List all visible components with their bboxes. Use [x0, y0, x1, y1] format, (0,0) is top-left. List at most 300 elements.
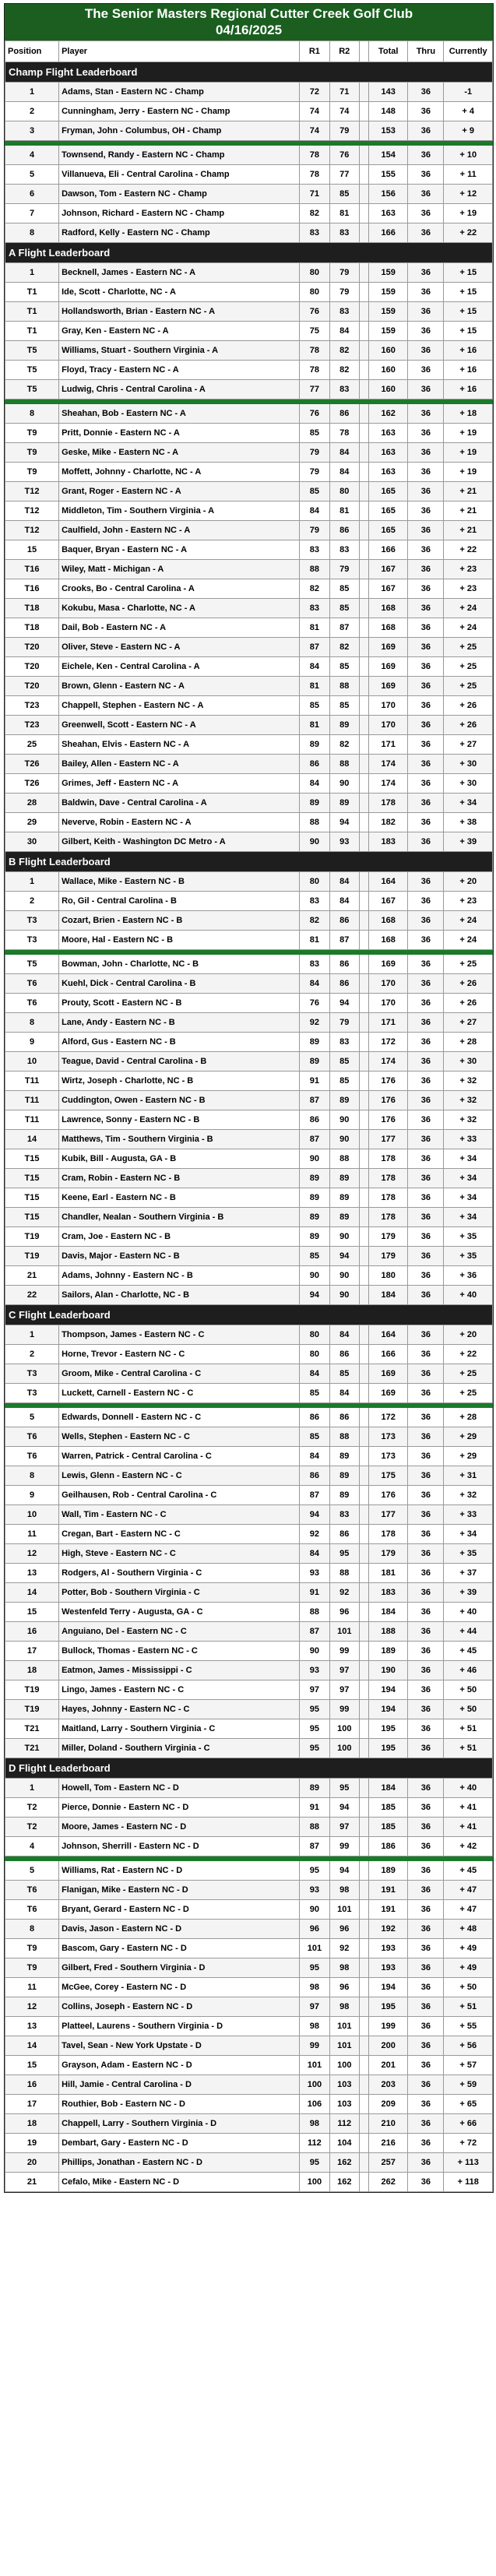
cell-total: 209	[368, 2095, 407, 2114]
table-row	[5, 1779, 493, 1798]
table-row	[5, 1544, 493, 1564]
cell-player: Chappell, Stephen - Eastern NC - A	[59, 696, 300, 716]
spacer-cell	[359, 1345, 368, 1364]
cell-player: Wallace, Mike - Eastern NC - B	[59, 872, 300, 892]
cell-currently: + 40	[444, 1779, 493, 1798]
cell-r1: 89	[300, 1188, 329, 1208]
spacer-cell	[359, 283, 368, 302]
spacer-cell	[359, 83, 368, 102]
spacer-cell	[359, 404, 368, 424]
cell-player: Warren, Patrick - Central Carolina - C	[59, 1447, 300, 1466]
col-r1: R1	[300, 41, 329, 62]
table-row	[5, 1227, 493, 1247]
table-row	[5, 1978, 493, 1997]
table-row	[5, 1661, 493, 1680]
spacer-cell	[359, 1091, 368, 1110]
cell-thru: 36	[408, 1110, 444, 1130]
cell-total: 160	[368, 361, 407, 380]
cell-r2: 101	[329, 2017, 359, 2036]
cell-thru: 36	[408, 1779, 444, 1798]
cell-r1: 87	[300, 1486, 329, 1505]
cell-currently: + 21	[444, 501, 493, 521]
cell-r2: 82	[329, 341, 359, 361]
cell-currently: + 36	[444, 1266, 493, 1286]
cell-r2: 85	[329, 657, 359, 677]
cell-player: Eatmon, James - Mississippi - C	[59, 1661, 300, 1680]
table-row	[5, 832, 493, 852]
cell-thru: 36	[408, 2153, 444, 2173]
cell-thru: 36	[408, 1169, 444, 1188]
cell-currently: + 50	[444, 1680, 493, 1700]
cell-total: 168	[368, 618, 407, 638]
cell-thru: 36	[408, 1013, 444, 1033]
flight-section-header	[5, 243, 493, 263]
cell-player: Bascom, Gary - Eastern NC - D	[59, 1939, 300, 1958]
flight-section-header	[5, 1305, 493, 1325]
cell-player: Matthews, Tim - Southern Virginia - B	[59, 1130, 300, 1149]
cell-currently: + 57	[444, 2056, 493, 2075]
cell-currently: + 45	[444, 1861, 493, 1881]
cell-r2: 99	[329, 1642, 359, 1661]
cell-r2: 90	[329, 1286, 359, 1305]
cell-r2: 82	[329, 735, 359, 755]
cell-thru: 36	[408, 1661, 444, 1680]
cell-player: Dawson, Tom - Eastern NC - Champ	[59, 185, 300, 204]
cell-pos: 13	[5, 2017, 59, 2036]
cell-total: 189	[368, 1861, 407, 1881]
cell-total: 183	[368, 1583, 407, 1603]
cell-currently: + 32	[444, 1110, 493, 1130]
cell-pos: T16	[5, 579, 59, 599]
table-row	[5, 1130, 493, 1149]
spacer-cell	[359, 302, 368, 322]
cell-r1: 101	[300, 1939, 329, 1958]
spacer-cell	[359, 1169, 368, 1188]
cell-currently: + 113	[444, 2153, 493, 2173]
cell-r2: 84	[329, 1325, 359, 1345]
cell-thru: 36	[408, 204, 444, 223]
cell-r1: 78	[300, 165, 329, 185]
cell-r2: 99	[329, 1700, 359, 1719]
cell-total: 164	[368, 1325, 407, 1345]
cell-player: Chappell, Larry - Southern Virginia - D	[59, 2114, 300, 2134]
cell-thru: 36	[408, 263, 444, 283]
table-row	[5, 1583, 493, 1603]
table-row	[5, 716, 493, 735]
cell-total: 195	[368, 1719, 407, 1739]
cell-pos: T12	[5, 482, 59, 501]
cell-player: Chandler, Nealan - Southern Virginia - B	[59, 1208, 300, 1227]
cell-pos: 3	[5, 121, 59, 141]
cell-thru: 36	[408, 579, 444, 599]
cell-total: 195	[368, 1739, 407, 1758]
cell-thru: 36	[408, 1188, 444, 1208]
spacer-cell	[359, 1881, 368, 1900]
cell-total: 182	[368, 813, 407, 832]
spacer-cell	[359, 872, 368, 892]
cell-r2: 84	[329, 872, 359, 892]
cell-r1: 87	[300, 1622, 329, 1642]
cell-player: Bullock, Thomas - Eastern NC - C	[59, 1642, 300, 1661]
table-row	[5, 1266, 493, 1286]
cell-currently: + 47	[444, 1900, 493, 1920]
flight-title: C Flight Leaderboard	[5, 1305, 493, 1325]
cell-r2: 88	[329, 1564, 359, 1583]
cell-thru: 36	[408, 165, 444, 185]
spacer-cell	[359, 1739, 368, 1758]
cell-player: Cuddington, Owen - Eastern NC - B	[59, 1091, 300, 1110]
spacer-cell	[359, 102, 368, 121]
cell-player: Bryant, Gerard - Eastern NC - D	[59, 1900, 300, 1920]
cell-total: 176	[368, 1072, 407, 1091]
spacer-cell	[359, 1642, 368, 1661]
spacer-cell	[359, 1427, 368, 1447]
cell-currently: + 59	[444, 2075, 493, 2095]
cell-total: 169	[368, 677, 407, 696]
cell-total: 191	[368, 1900, 407, 1920]
table-row	[5, 146, 493, 165]
cell-r1: 88	[300, 813, 329, 832]
cell-player: Gray, Ken - Eastern NC - A	[59, 322, 300, 341]
table-row	[5, 1072, 493, 1091]
cell-currently: + 25	[444, 638, 493, 657]
cell-r2: 98	[329, 1958, 359, 1978]
table-row	[5, 1447, 493, 1466]
cell-pos: T20	[5, 677, 59, 696]
cell-total: 170	[368, 696, 407, 716]
cell-total: 168	[368, 599, 407, 618]
cell-r1: 82	[300, 579, 329, 599]
cell-thru: 36	[408, 832, 444, 852]
cell-r1: 95	[300, 1739, 329, 1758]
cell-thru: 36	[408, 716, 444, 735]
cell-thru: 36	[408, 1818, 444, 1837]
cell-r2: 94	[329, 994, 359, 1013]
cell-currently: + 20	[444, 872, 493, 892]
spacer-cell	[359, 1325, 368, 1345]
cell-currently: + 23	[444, 892, 493, 911]
cell-player: Wiley, Matt - Michigan - A	[59, 560, 300, 579]
cell-r1: 90	[300, 832, 329, 852]
cell-total: 163	[368, 204, 407, 223]
cell-currently: + 34	[444, 1149, 493, 1169]
table-row	[5, 1286, 493, 1305]
cell-pos: T16	[5, 560, 59, 579]
table-row	[5, 1384, 493, 1403]
cell-total: 177	[368, 1505, 407, 1525]
table-row	[5, 638, 493, 657]
cell-r2: 112	[329, 2114, 359, 2134]
cell-r2: 83	[329, 380, 359, 399]
cell-currently: + 29	[444, 1427, 493, 1447]
cell-thru: 36	[408, 1900, 444, 1920]
cell-r1: 98	[300, 2017, 329, 2036]
cell-pos: T11	[5, 1110, 59, 1130]
cell-r2: 92	[329, 1583, 359, 1603]
cell-r2: 97	[329, 1661, 359, 1680]
spacer-cell	[359, 955, 368, 974]
table-row	[5, 121, 493, 141]
cell-currently: + 22	[444, 223, 493, 243]
cell-total: 166	[368, 1345, 407, 1364]
cell-currently: + 27	[444, 1013, 493, 1033]
cell-r2: 95	[329, 1779, 359, 1798]
cell-pos: 20	[5, 2153, 59, 2173]
cell-player: Caulfield, John - Eastern NC - A	[59, 521, 300, 540]
spacer-cell	[359, 579, 368, 599]
cell-r1: 99	[300, 2036, 329, 2056]
cell-r1: 80	[300, 283, 329, 302]
cell-currently: + 55	[444, 2017, 493, 2036]
cell-r2: 89	[329, 1447, 359, 1466]
cell-player: Oliver, Steve - Eastern NC - A	[59, 638, 300, 657]
spacer-cell	[359, 361, 368, 380]
cell-r2: 71	[329, 83, 359, 102]
flight-title: A Flight Leaderboard	[5, 243, 493, 263]
cell-currently: + 24	[444, 911, 493, 931]
cell-total: 172	[368, 1033, 407, 1052]
spacer-cell	[359, 2075, 368, 2095]
table-row	[5, 1700, 493, 1719]
cell-player: Kokubu, Masa - Charlotte, NC - A	[59, 599, 300, 618]
cell-currently: + 37	[444, 1564, 493, 1583]
table-row	[5, 994, 493, 1013]
cell-thru: 36	[408, 121, 444, 141]
cell-r2: 94	[329, 1798, 359, 1818]
cell-player: Pierce, Donnie - Eastern NC - D	[59, 1798, 300, 1818]
table-row	[5, 1188, 493, 1208]
cell-r1: 85	[300, 1247, 329, 1266]
cell-r2: 103	[329, 2075, 359, 2095]
cell-pos: 4	[5, 1837, 59, 1856]
cell-thru: 36	[408, 1345, 444, 1364]
cell-thru: 36	[408, 1130, 444, 1149]
table-row	[5, 185, 493, 204]
col-total: Total	[368, 41, 407, 62]
table-row	[5, 83, 493, 102]
cell-r1: 89	[300, 1052, 329, 1072]
cell-thru: 36	[408, 657, 444, 677]
cell-total: 170	[368, 974, 407, 994]
cell-pos: T6	[5, 1881, 59, 1900]
cell-player: Gilbert, Fred - Southern Virginia - D	[59, 1958, 300, 1978]
cell-player: Johnson, Richard - Eastern NC - Champ	[59, 204, 300, 223]
cell-r2: 103	[329, 2095, 359, 2114]
cell-currently: + 33	[444, 1130, 493, 1149]
spacer-cell	[359, 1939, 368, 1958]
cell-r1: 87	[300, 1837, 329, 1856]
cell-pos: T15	[5, 1208, 59, 1227]
cell-player: Luckett, Carnell - Eastern NC - C	[59, 1384, 300, 1403]
table-row	[5, 1798, 493, 1818]
cell-currently: + 10	[444, 146, 493, 165]
cell-player: Routhier, Bob - Eastern NC - D	[59, 2095, 300, 2114]
spacer-cell	[359, 794, 368, 813]
cell-total: 169	[368, 1364, 407, 1384]
cell-r2: 87	[329, 618, 359, 638]
cell-player: Hill, Jamie - Central Carolina - D	[59, 2075, 300, 2095]
cell-pos: 5	[5, 1408, 59, 1427]
cell-thru: 36	[408, 1227, 444, 1247]
cell-r1: 83	[300, 955, 329, 974]
cell-r2: 79	[329, 560, 359, 579]
cell-pos: T6	[5, 1447, 59, 1466]
cell-player: Howell, Tom - Eastern NC - D	[59, 1779, 300, 1798]
cell-currently: + 4	[444, 102, 493, 121]
cell-r2: 82	[329, 638, 359, 657]
cell-r1: 89	[300, 1779, 329, 1798]
cell-currently: + 23	[444, 579, 493, 599]
spacer-cell	[359, 1603, 368, 1622]
cell-currently: + 34	[444, 1188, 493, 1208]
cell-r2: 84	[329, 443, 359, 463]
cell-r1: 89	[300, 1033, 329, 1052]
cell-player: Williams, Rat - Eastern NC - D	[59, 1861, 300, 1881]
cell-r1: 81	[300, 677, 329, 696]
cell-total: 184	[368, 1779, 407, 1798]
cell-r1: 81	[300, 931, 329, 950]
spacer-cell	[359, 2134, 368, 2153]
spacer-cell	[359, 2056, 368, 2075]
cell-currently: + 34	[444, 1208, 493, 1227]
cell-player: Johnson, Sherrill - Eastern NC - D	[59, 1837, 300, 1856]
cell-r1: 78	[300, 146, 329, 165]
spacer-cell	[359, 974, 368, 994]
table-row	[5, 1939, 493, 1958]
cell-thru: 36	[408, 1447, 444, 1466]
cell-r2: 78	[329, 424, 359, 443]
cell-r1: 87	[300, 1130, 329, 1149]
spacer-cell	[359, 1564, 368, 1583]
cell-total: 174	[368, 1052, 407, 1072]
table-row	[5, 1169, 493, 1188]
cell-player: Thompson, James - Eastern NC - C	[59, 1325, 300, 1345]
spacer-cell	[359, 892, 368, 911]
cell-player: Grayson, Adam - Eastern NC - D	[59, 2056, 300, 2075]
table-row	[5, 1603, 493, 1622]
cell-r1: 85	[300, 424, 329, 443]
cell-currently: + 16	[444, 380, 493, 399]
cell-r2: 90	[329, 1227, 359, 1247]
cell-r1: 79	[300, 443, 329, 463]
cell-pos: T11	[5, 1091, 59, 1110]
cell-pos: T26	[5, 774, 59, 794]
cell-player: Grant, Roger - Eastern NC - A	[59, 482, 300, 501]
cell-pos: 10	[5, 1052, 59, 1072]
cell-pos: T9	[5, 1939, 59, 1958]
spacer-cell	[359, 911, 368, 931]
cell-currently: + 22	[444, 1345, 493, 1364]
leaderboard-body	[5, 62, 493, 2192]
spacer-cell	[359, 755, 368, 774]
cell-pos: T9	[5, 443, 59, 463]
cell-pos: 9	[5, 1486, 59, 1505]
cell-total: 154	[368, 146, 407, 165]
spacer-cell	[359, 1486, 368, 1505]
cell-player: Lingo, James - Eastern NC - C	[59, 1680, 300, 1700]
cell-r2: 80	[329, 482, 359, 501]
cell-currently: + 50	[444, 1978, 493, 1997]
cell-r2: 90	[329, 1110, 359, 1130]
cell-currently: + 24	[444, 599, 493, 618]
cell-r1: 98	[300, 1978, 329, 1997]
cell-r1: 78	[300, 341, 329, 361]
cell-total: 176	[368, 1110, 407, 1130]
cell-pos: 22	[5, 1286, 59, 1305]
cell-pos: 9	[5, 1033, 59, 1052]
cell-total: 160	[368, 380, 407, 399]
cell-pos: 7	[5, 204, 59, 223]
cell-player: Davis, Jason - Eastern NC - D	[59, 1920, 300, 1939]
spacer-cell	[359, 482, 368, 501]
cell-pos: 25	[5, 735, 59, 755]
cell-r1: 90	[300, 1642, 329, 1661]
cell-player: Crooks, Bo - Central Carolina - A	[59, 579, 300, 599]
cell-total: 159	[368, 263, 407, 283]
cell-player: Bowman, John - Charlotte, NC - B	[59, 955, 300, 974]
cell-thru: 36	[408, 443, 444, 463]
table-row	[5, 1408, 493, 1427]
cell-r2: 84	[329, 322, 359, 341]
cell-player: Anguiano, Del - Eastern NC - C	[59, 1622, 300, 1642]
cell-player: Baquer, Bryan - Eastern NC - A	[59, 540, 300, 560]
cell-total: 186	[368, 1837, 407, 1856]
spacer-cell	[359, 1466, 368, 1486]
cell-r1: 84	[300, 974, 329, 994]
spacer-cell	[359, 1247, 368, 1266]
cell-r2: 89	[329, 1188, 359, 1208]
cell-player: Williams, Stuart - Southern Virginia - A	[59, 341, 300, 361]
cell-r1: 80	[300, 1325, 329, 1345]
table-row	[5, 931, 493, 950]
cell-r2: 79	[329, 1013, 359, 1033]
cell-total: 167	[368, 560, 407, 579]
cell-currently: + 24	[444, 618, 493, 638]
cell-player: Dail, Bob - Eastern NC - A	[59, 618, 300, 638]
cell-pos: 1	[5, 1779, 59, 1798]
cell-r2: 98	[329, 1881, 359, 1900]
cell-r1: 86	[300, 1466, 329, 1486]
cell-r1: 71	[300, 185, 329, 204]
cell-total: 178	[368, 1188, 407, 1208]
cell-total: 174	[368, 755, 407, 774]
cell-currently: + 51	[444, 1719, 493, 1739]
cell-player: Ide, Scott - Charlotte, NC - A	[59, 283, 300, 302]
cell-currently: + 9	[444, 121, 493, 141]
cell-player: Prouty, Scott - Eastern NC - B	[59, 994, 300, 1013]
page-title: The Senior Masters Regional Cutter Creek Golf Club	[84, 6, 413, 21]
cell-total: 188	[368, 1622, 407, 1642]
cell-thru: 36	[408, 185, 444, 204]
cell-currently: + 15	[444, 283, 493, 302]
cell-thru: 36	[408, 1384, 444, 1403]
cell-player: Townsend, Randy - Eastern NC - Champ	[59, 146, 300, 165]
spacer-cell	[359, 1837, 368, 1856]
table-row	[5, 1958, 493, 1978]
table-row	[5, 302, 493, 322]
cell-currently: + 46	[444, 1661, 493, 1680]
cell-currently: + 38	[444, 813, 493, 832]
cell-thru: 36	[408, 1208, 444, 1227]
cell-currently: + 11	[444, 165, 493, 185]
spacer-cell	[359, 1364, 368, 1384]
cell-r2: 104	[329, 2134, 359, 2153]
spacer-cell	[359, 560, 368, 579]
cell-player: Becknell, James - Eastern NC - A	[59, 263, 300, 283]
cell-r1: 86	[300, 1408, 329, 1427]
table-row	[5, 2153, 493, 2173]
cell-total: 168	[368, 911, 407, 931]
